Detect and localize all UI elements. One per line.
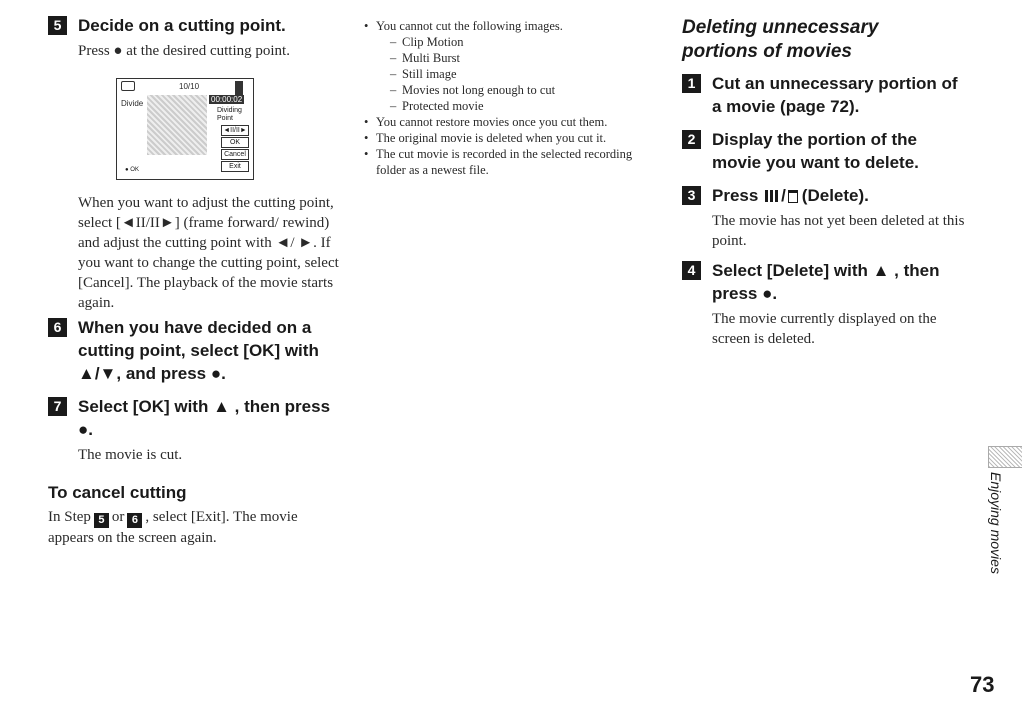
step-number: 7 [48,397,67,416]
camera-screen-illustration [116,78,254,180]
trash-icon [788,190,798,203]
step-6-title: When you have decided on a cutting point, select [OK] with ▲/▼, and press ●. [78,318,319,383]
excluded-item: – Protected movie [390,98,649,114]
step-number: 3 [682,186,701,205]
step-number: 1 [682,74,701,93]
right-step-1-title: Cut an unnecessary portion of a movie (page 72). [712,74,958,116]
section-title: Deleting unnecessary portions of movies [682,17,879,62]
cancel-cutting-body: In Step 5 or 6 , select [Exit]. The movie appears on the screen again. [48,509,298,546]
excluded-item: – Still image [390,66,649,82]
side-tab-marker [988,446,1022,468]
side-section-label: Enjoying movies [988,472,1004,574]
screen-time: 00:00:02 [211,95,243,104]
step-5 [48,14,338,61]
step-7-title: Select [OK] with ▲ , then press ●. [78,397,331,439]
step-number: 2 [682,130,701,149]
cancel-cutting-title: To cancel cutting [48,483,187,502]
notes-list [364,18,649,178]
movie-frame-thumbnail [147,95,207,155]
screen-menu-frame: ◄II/II► [221,125,249,136]
screen-menu-exit: Exit [221,161,249,172]
right-step-2 [682,128,967,174]
screen-divide-label: Divide [121,99,144,108]
excluded-item: – Movies not long enough to cut [390,82,649,98]
note-item: • The cut movie is recorded in the selected recording folder as a newest file. [364,146,649,178]
adjust-cutting-point-text: When you want to adjust the cutting point, select [◄II/II►] (frame forward/ rewind) and adjust the cutting point with ◄/ ►. If you want to change the cutting point, select [Cancel]. The playback of the movie starts again. [78,195,339,311]
note-item: • You cannot cut the following images. – Clip Motion – Multi Burst – Still image – Movies not long enough to cut – Protected movie [364,18,649,114]
step-number: 6 [48,318,67,337]
note-item: • The original movie is deleted when you cut it. [364,130,649,146]
excluded-item: – Clip Motion [390,34,649,50]
screen-menu-cancel: Cancel [221,149,249,160]
index-icon [765,190,779,202]
right-step-4 [682,259,967,349]
right-step-3: 3 Press / (Delete). The movie has not yet been deleted at this point. [682,184,967,251]
step-number: 5 [48,16,67,35]
right-step-3-body: The movie has not yet been deleted at this point. [712,213,965,249]
page-number: 73 [970,672,995,697]
battery-icon [235,81,243,95]
right-step-1 [682,72,967,118]
note-item: • You cannot restore movies once you cut them. [364,114,649,130]
screen-dividing-point: Dividing Point [217,107,242,122]
step-5-title: Decide on a cutting point. [78,16,286,35]
right-step-4-body: The movie currently displayed on the screen is deleted. [712,311,937,347]
screen-counter: 10/10 [179,82,200,91]
right-step-2-title: Display the portion of the movie you want to delete. [712,130,919,172]
step-6 [48,316,338,385]
step-7 [48,395,338,465]
screen-ok-hint: ● OK [125,167,139,173]
movie-icon [121,81,135,91]
screen-menu [221,125,249,172]
step-5-body: Press ● at the desired cutting point. [78,43,290,59]
excluded-item: – Multi Burst [390,50,649,66]
cancel-cutting-section [48,483,338,548]
right-step-4-title: Select [Delete] with ▲ , then press ●. [712,261,940,303]
step-7-body: The movie is cut. [78,447,183,463]
excluded-images-list [376,34,649,114]
screen-menu-ok: OK [221,137,249,148]
step-number: 4 [682,261,701,280]
